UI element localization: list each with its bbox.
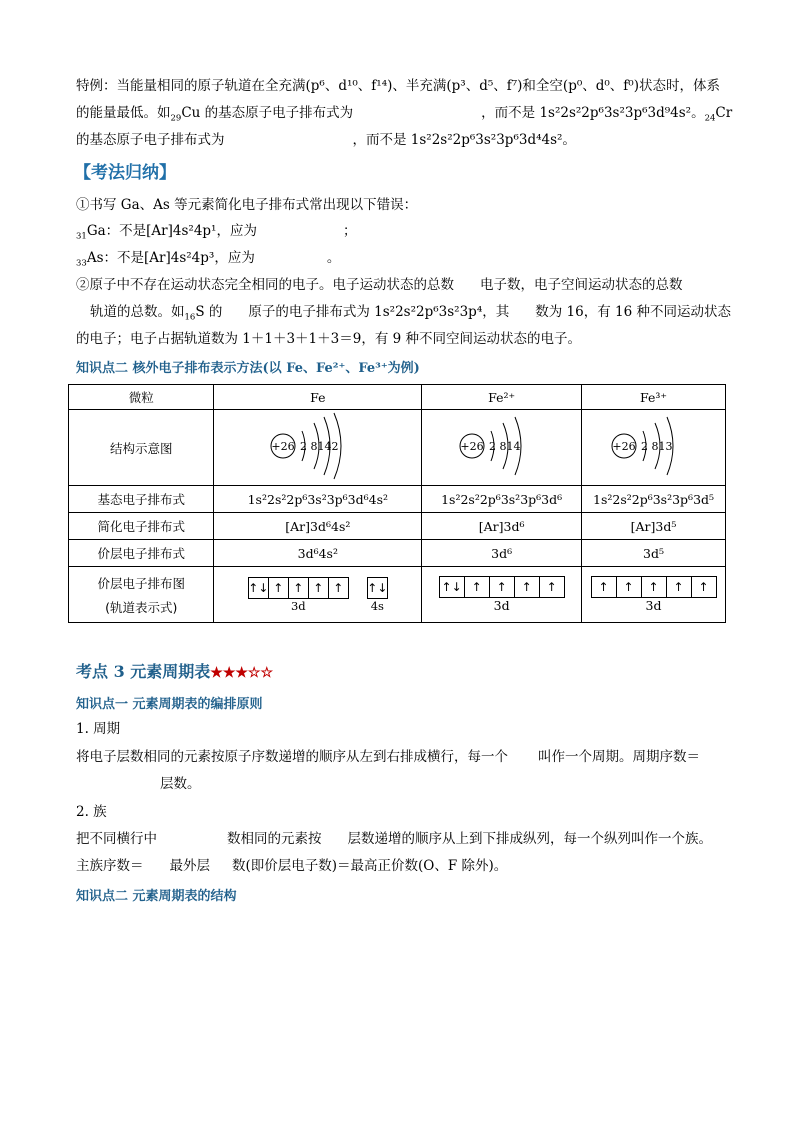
as-end: 。 — [326, 250, 341, 266]
intro-line-2 — [76, 104, 732, 122]
method-item-4: 的电子；电子占据轨道数为 1＋1＋3＋1＋3＝9，有 9 种不同空间运动状态的电子。 — [76, 331, 581, 347]
method-ga-line — [76, 222, 356, 240]
atom-structure-diagram — [447, 411, 557, 481]
orbital-box: ↑ — [691, 577, 716, 597]
table-row — [69, 513, 726, 540]
valence-config-fe3: 3d⁵ — [582, 540, 726, 567]
orbital-diagram-fe3 — [582, 567, 726, 623]
method-item-2 — [76, 276, 683, 294]
orbital-label: 3d — [493, 598, 510, 613]
row-label: 简化电子排布式 — [69, 513, 214, 540]
period-text: 将电子层数相同的元素按原子序数递增的顺序从左到右排成横行，每一个 — [76, 749, 508, 765]
intro-line-1: 特例：当能量相同的原子轨道在全充满(p⁶、d¹⁰、f¹⁴)、半充满(p³、d⁵、f⁷)和全空(p⁰、d⁰、f⁰)状态时，体系 — [76, 78, 720, 94]
orbital-label: 3d — [645, 598, 662, 613]
ga-end: ； — [342, 223, 357, 239]
section-heading: 【考法归纳】 — [74, 163, 176, 183]
group-line-1 — [76, 830, 712, 848]
kaodian-title-text: 考点 3 元素周期表 — [76, 662, 211, 681]
orbital-box: ↑ — [288, 578, 308, 598]
row-label: 基态电子排布式 — [69, 486, 214, 513]
row-label: 结构示意图 — [69, 410, 214, 486]
atom-diagram-fe2 — [422, 410, 582, 486]
orbital-box: ↑ — [328, 578, 348, 598]
group-text: 层数递增的顺序从上到下排成纵列，每一个纵列叫作一个族。 — [347, 831, 712, 847]
orbital-box: ↑↓ — [367, 580, 388, 595]
knowledge-point-title: 知识点一 元素周期表的编排原则 — [76, 697, 263, 712]
period-line-2: 层数。 — [160, 776, 201, 792]
intro-not-text: ，而不是 1s²2s²2p⁶3s²3p⁶3d⁹4s²。 — [481, 105, 705, 121]
method-text: 原子的电子排布式为 1s²2s²2p⁶3s²3p⁴，其 — [248, 304, 510, 320]
shell-electrons: 2 813 — [640, 440, 673, 453]
period-line-1 — [76, 748, 700, 766]
cr-atomic-number: 24 — [704, 113, 716, 124]
atom-structure-diagram — [599, 411, 709, 481]
orbital-group-4s — [367, 577, 388, 613]
group-text: 数相同的元素按 — [227, 831, 322, 847]
s-atomic-number: 16 — [184, 312, 196, 323]
atom-diagram-fe — [214, 410, 422, 486]
orbital-diagram-fe2 — [422, 567, 582, 623]
simplified-config-fe3: [Ar]3d⁵ — [582, 513, 726, 540]
method-item-3 — [90, 303, 731, 321]
intro-text: ，而不是 1s²2s²2p⁶3s²3p⁶3d⁴4s²。 — [352, 132, 576, 148]
period-text: 叫作一个周期。周期序数＝ — [538, 749, 700, 765]
intro-text: 的基态原子电子排布式为 — [76, 132, 225, 148]
ga-text: Ga：不是[Ar]4s²4p¹，应为 — [86, 223, 257, 239]
atom-structure-diagram — [258, 411, 378, 481]
intro-cr-text: Cr — [715, 105, 733, 121]
table-row — [69, 410, 726, 486]
orbital-boxes — [439, 576, 565, 598]
electron-config-table — [68, 384, 726, 623]
method-text: 数为 16，有 16 种不同运动状态 — [535, 304, 731, 320]
difficulty-stars: ★★★☆☆ — [210, 665, 274, 681]
kaodian-3-title — [76, 659, 273, 682]
table-row — [69, 486, 726, 513]
orbital-box: ↑↓ — [248, 580, 269, 595]
nucleus-charge: +26 — [460, 440, 484, 453]
row-label — [69, 567, 214, 623]
orbital-box: ↑ — [641, 577, 666, 597]
orbital-boxes — [367, 577, 388, 599]
row-label-line: 价层电子排布图 — [97, 575, 185, 591]
species-fe: Fe — [214, 385, 422, 410]
orbital-box: ↑ — [598, 580, 609, 594]
table-row — [69, 385, 726, 410]
group-text: 最外层 — [169, 858, 210, 874]
intro-line-3 — [76, 131, 576, 149]
period-heading: 1. 周期 — [76, 721, 121, 737]
knowledge-point-title: 知识点二 元素周期表的结构 — [76, 889, 237, 904]
group-line-2 — [76, 857, 507, 875]
as-text: As：不是[Ar]4s²4p³，应为 — [86, 250, 255, 266]
atom-diagram-fe3 — [582, 410, 726, 486]
cu-atomic-number: 29 — [170, 113, 182, 124]
orbital-boxes — [248, 577, 349, 599]
group-heading: 2. 族 — [76, 804, 107, 820]
orbital-box: ↑ — [268, 578, 288, 598]
orbital-box: ↑ — [308, 578, 328, 598]
method-text: 轨道的总数。如 — [90, 304, 185, 320]
table-row — [69, 540, 726, 567]
orbital-boxes — [591, 576, 717, 598]
method-text: ②原子中不存在运动状态完全相同的电子。电子运动状态的总数 — [76, 277, 454, 293]
intro-text: 的能量最低。如 — [76, 105, 171, 121]
ground-config-fe: 1s²2s²2p⁶3s²3p⁶3d⁶4s² — [214, 486, 422, 513]
valence-config-fe: 3d⁶4s² — [214, 540, 422, 567]
method-as-line — [76, 249, 340, 267]
nucleus-charge: +26 — [271, 440, 295, 453]
row-label: 微粒 — [69, 385, 214, 410]
nucleus-charge: +26 — [611, 440, 636, 453]
ground-config-fe3: 1s²2s²2p⁶3s²3p⁶3d⁵ — [582, 486, 726, 513]
orbital-group-3d — [248, 577, 349, 613]
shell-electrons: 2 8142 — [299, 440, 339, 453]
species-fe2: Fe²⁺ — [422, 385, 582, 410]
orbital-group-3d — [582, 576, 725, 613]
orbital-diagram-fe — [214, 567, 422, 623]
group-text: 把不同横行中 — [76, 831, 157, 847]
simplified-config-fe: [Ar]3d⁶4s² — [214, 513, 422, 540]
knowledge-point-title: 知识点二 核外电子排布表示方法(以 Fe、Fe²⁺、Fe³⁺为例) — [76, 361, 420, 376]
orbital-label: 4s — [370, 598, 384, 613]
orbital-box: ↑ — [666, 577, 691, 597]
orbital-group-3d — [422, 576, 581, 613]
group-text: 主族序数＝ — [76, 858, 144, 874]
orbital-box: ↑ — [539, 577, 564, 597]
orbital-box: ↑↓ — [441, 580, 462, 594]
valence-config-fe2: 3d⁶ — [422, 540, 582, 567]
method-item-1: ①书写 Ga、As 等元素简化电子排布式常出现以下错误： — [76, 197, 418, 213]
row-label-line: (轨道表示式) — [105, 599, 178, 615]
ground-config-fe2: 1s²2s²2p⁶3s²3p⁶3d⁶ — [422, 486, 582, 513]
simplified-config-fe2: [Ar]3d⁶ — [422, 513, 582, 540]
ga-atomic-number: 31 — [76, 231, 87, 242]
shell-electrons: 2 814 — [488, 440, 521, 453]
row-label: 价层电子排布式 — [69, 540, 214, 567]
as-atomic-number: 33 — [76, 258, 87, 269]
method-text: 电子数，电子空间运动状态的总数 — [480, 277, 683, 293]
intro-cu-text: Cu 的基态原子电子排布式为 — [181, 105, 354, 121]
orbital-label: 3d — [290, 598, 306, 613]
orbital-box: ↑ — [514, 577, 539, 597]
orbital-box: ↑ — [464, 577, 489, 597]
species-fe3: Fe³⁺ — [582, 385, 726, 410]
orbital-box: ↑ — [489, 577, 514, 597]
orbital-box: ↑ — [616, 577, 641, 597]
orbital-row — [214, 577, 421, 613]
group-text: 数(即价层电子数)＝最高正价数(O、F 除外)。 — [232, 858, 508, 874]
table-row — [69, 567, 726, 623]
method-text: S 的 — [195, 304, 223, 320]
